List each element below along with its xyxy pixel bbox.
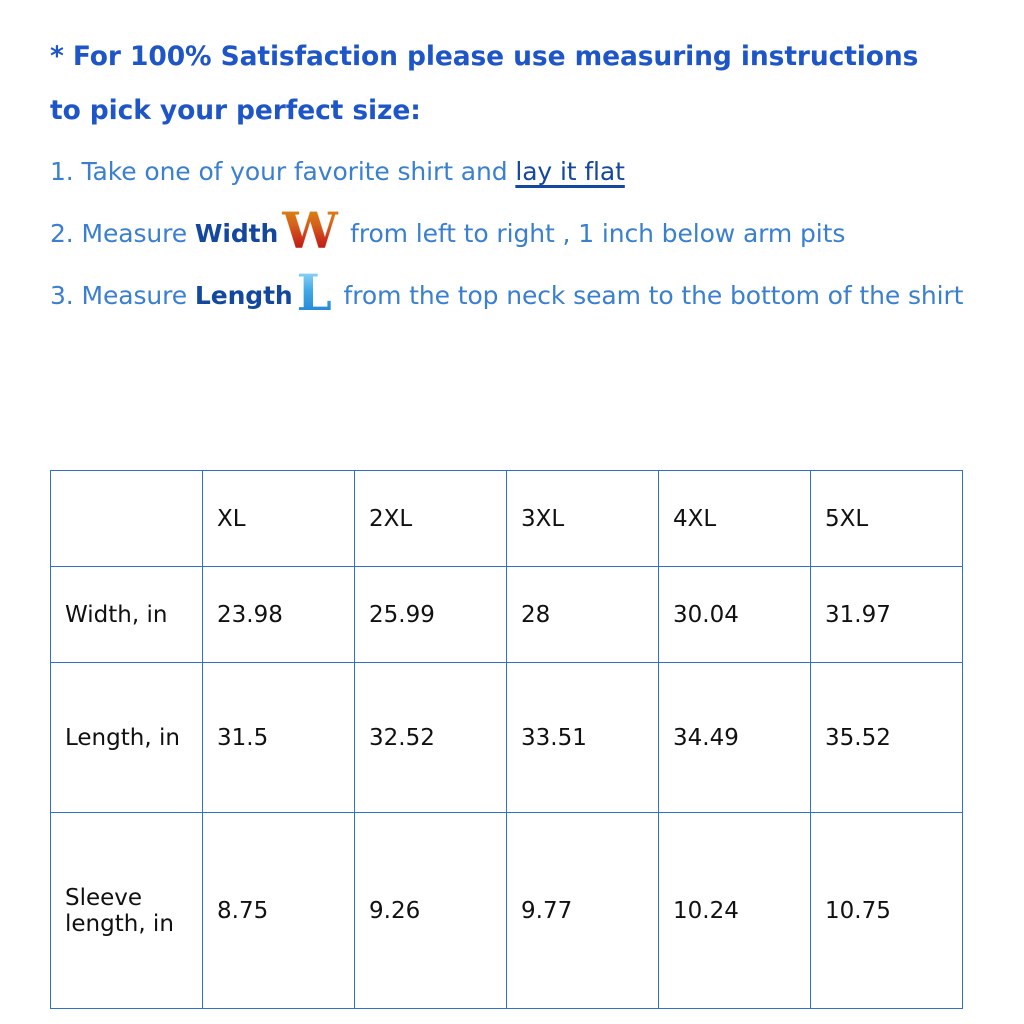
cell-length-2xl: 32.52 (355, 663, 507, 813)
cell-sleeve-xl: 8.75 (203, 813, 355, 1009)
cell-sleeve-3xl: 9.77 (507, 813, 659, 1009)
row-label-length: Length, in (51, 663, 203, 813)
cell-width-xl: 23.98 (203, 567, 355, 663)
step-3-text-post: from the top neck seam to the bottom of the shirt (335, 281, 964, 310)
column-header-4xl: 4XL (659, 471, 811, 567)
page-title (50, 30, 930, 138)
width-letter-icon: W (282, 201, 339, 260)
row-label-width: Width, in (51, 567, 203, 663)
step-2-text-post: from left to right , 1 inch below arm pits (342, 219, 846, 248)
step-3-text-pre: Measure (73, 281, 195, 310)
width-emphasis: Width (194, 219, 279, 248)
cell-sleeve-5xl: 10.75 (811, 813, 963, 1009)
headline-line-1: * For 100% Satisfaction please use measuring instructions (50, 41, 919, 72)
instruction-step-2 (50, 200, 974, 262)
cell-length-5xl: 35.52 (811, 663, 963, 813)
length-emphasis: Length (194, 281, 293, 310)
cell-sleeve-2xl: 9.26 (355, 813, 507, 1009)
table-row (51, 663, 963, 813)
cell-sleeve-4xl: 10.24 (659, 813, 811, 1009)
size-chart-table (50, 470, 963, 1009)
cell-length-3xl: 33.51 (507, 663, 659, 813)
column-header-2xl: 2XL (355, 471, 507, 567)
step-1-text: Take one of your favorite shirt and (73, 157, 516, 186)
column-header-5xl: 5XL (811, 471, 963, 567)
table-header-row (51, 471, 963, 567)
column-header-xl: XL (203, 471, 355, 567)
cell-width-3xl: 28 (507, 567, 659, 663)
table-row (51, 813, 963, 1009)
table-row (51, 567, 963, 663)
step-1-number: 1. (50, 157, 74, 186)
headline-line-2: to pick your perfect size: (50, 95, 421, 126)
length-letter-icon: L (296, 263, 332, 322)
step-2-text-pre: Measure (73, 219, 195, 248)
lay-it-flat-link[interactable]: lay it flat (515, 157, 625, 186)
column-header-3xl: 3XL (507, 471, 659, 567)
cell-width-2xl: 25.99 (355, 567, 507, 663)
table-corner-cell (51, 471, 203, 567)
cell-length-xl: 31.5 (203, 663, 355, 813)
cell-width-5xl: 31.97 (811, 567, 963, 663)
cell-length-4xl: 34.49 (659, 663, 811, 813)
row-label-sleeve-length: Sleeve length, in (51, 813, 203, 1009)
cell-width-4xl: 30.04 (659, 567, 811, 663)
instruction-step-3 (50, 262, 974, 324)
step-3-number: 3. (50, 281, 74, 310)
instruction-step-1 (50, 144, 974, 200)
step-2-number: 2. (50, 219, 74, 248)
